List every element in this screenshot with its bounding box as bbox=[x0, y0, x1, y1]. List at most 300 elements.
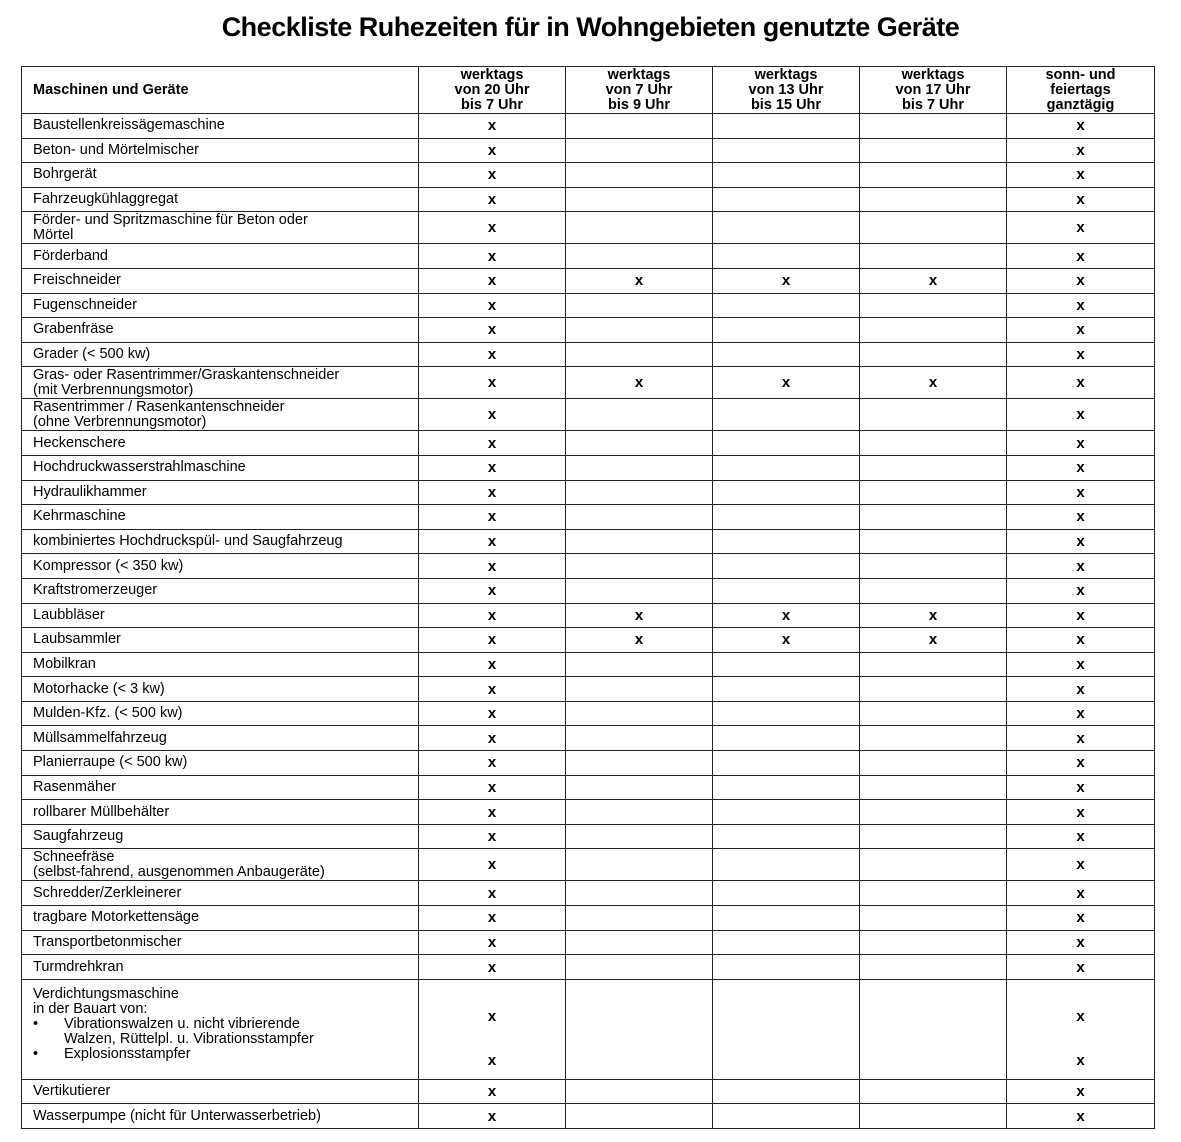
machine-name-line: Bohrgerät bbox=[33, 166, 97, 183]
mark-cell: x bbox=[1007, 800, 1155, 825]
mark-cell bbox=[566, 751, 713, 776]
machine-name-line: Wasserpumpe (nicht für Unterwasserbetrieb) bbox=[33, 1107, 321, 1124]
mark-cell bbox=[860, 930, 1007, 955]
machine-name-line: Freischneider bbox=[33, 272, 121, 289]
mark-cell bbox=[713, 881, 860, 906]
mark-cell bbox=[860, 849, 1007, 881]
mark-cell bbox=[566, 701, 713, 726]
header-line: von 7 Uhr bbox=[605, 81, 673, 98]
mark-cell bbox=[860, 979, 1007, 1079]
machine-name bbox=[22, 480, 419, 505]
mark-cell bbox=[566, 906, 713, 931]
mark-cell: x bbox=[1007, 431, 1155, 456]
mark-cell bbox=[860, 244, 1007, 269]
bullet-item bbox=[33, 1047, 418, 1062]
mark-cell: x bbox=[1007, 367, 1155, 399]
mark-x bbox=[566, 1052, 712, 1070]
machine-name bbox=[22, 342, 419, 367]
mark-cell: x bbox=[1007, 455, 1155, 480]
mark-cell bbox=[713, 726, 860, 751]
mark-cell bbox=[713, 930, 860, 955]
machine-name bbox=[22, 603, 419, 628]
mark-cell bbox=[566, 163, 713, 188]
table-row bbox=[22, 677, 1155, 702]
mark-cell: x bbox=[1007, 399, 1155, 431]
mark-cell bbox=[713, 849, 860, 881]
machine-name-line: Fugenschneider bbox=[33, 296, 137, 313]
mark-cell bbox=[713, 824, 860, 849]
machine-name bbox=[22, 726, 419, 751]
machine-name bbox=[22, 163, 419, 188]
mark-cell bbox=[713, 399, 860, 431]
mark-x: x bbox=[487, 1007, 497, 1025]
header-line: sonn- und bbox=[1045, 66, 1116, 83]
mark-cell bbox=[566, 244, 713, 269]
mark-cell bbox=[566, 318, 713, 343]
mark-cell: x bbox=[419, 824, 566, 849]
mark-cell: x bbox=[419, 529, 566, 554]
header-line: werktags bbox=[901, 66, 965, 83]
mark-cell bbox=[860, 701, 1007, 726]
machine-name-line: Verdichtungsmaschine bbox=[33, 985, 179, 1002]
mark-cell: x bbox=[713, 628, 860, 653]
mark-cell: x bbox=[419, 578, 566, 603]
mark-x: x bbox=[487, 1051, 497, 1069]
mark-cell bbox=[566, 554, 713, 579]
mark-cell: x bbox=[419, 480, 566, 505]
table-row bbox=[22, 455, 1155, 480]
mark-cell bbox=[860, 955, 1007, 980]
machine-name bbox=[22, 824, 419, 849]
machine-name-line: tragbare Motorkettensäge bbox=[33, 909, 200, 926]
table-row bbox=[22, 293, 1155, 318]
mark-cell bbox=[860, 726, 1007, 751]
mark-cell: x bbox=[1007, 930, 1155, 955]
mark-cell: x bbox=[860, 367, 1007, 399]
mark-cell bbox=[713, 244, 860, 269]
mark-cell bbox=[713, 529, 860, 554]
table-row bbox=[22, 603, 1155, 628]
machine-name bbox=[22, 114, 419, 139]
mark-cell bbox=[860, 293, 1007, 318]
mark-cell bbox=[713, 505, 860, 530]
mark-cell bbox=[860, 677, 1007, 702]
mark-cell bbox=[566, 955, 713, 980]
machine-name-line: Förder- und Spritzmaschine für Beton oder bbox=[33, 211, 308, 228]
mark-cell: x bbox=[860, 268, 1007, 293]
machine-name-line: Heckenschere bbox=[33, 434, 126, 451]
mark-cell bbox=[713, 554, 860, 579]
table-row bbox=[22, 505, 1155, 530]
mark-cell bbox=[860, 138, 1007, 163]
table-row bbox=[22, 342, 1155, 367]
machine-name bbox=[22, 293, 419, 318]
machine-name bbox=[22, 677, 419, 702]
mark-cell: x bbox=[1007, 163, 1155, 188]
mark-cell bbox=[713, 800, 860, 825]
mark-cell: x bbox=[860, 603, 1007, 628]
mark-cell bbox=[566, 114, 713, 139]
table-row bbox=[22, 930, 1155, 955]
mark-cell: x bbox=[566, 603, 713, 628]
machine-name-line: Saugfahrzeug bbox=[33, 828, 124, 845]
mark-cell: x bbox=[1007, 906, 1155, 931]
mark-cell: x bbox=[1007, 138, 1155, 163]
mark-cell: x bbox=[419, 1104, 566, 1129]
mark-cell bbox=[713, 578, 860, 603]
mark-cell bbox=[713, 906, 860, 931]
machine-name bbox=[22, 505, 419, 530]
mark-cell: x bbox=[419, 554, 566, 579]
machine-name-line: Laubbläser bbox=[33, 606, 105, 623]
table-row bbox=[22, 1079, 1155, 1104]
mark-cell bbox=[1007, 979, 1155, 1079]
machine-name-line: Rasentrimmer / Rasenkantenschneider bbox=[33, 398, 285, 415]
header-line: bis 7 Uhr bbox=[460, 96, 524, 113]
mark-cell: x bbox=[1007, 268, 1155, 293]
mark-cell bbox=[713, 955, 860, 980]
mark-cell: x bbox=[1007, 480, 1155, 505]
machine-name-line: Baustellenkreissägemaschine bbox=[33, 117, 225, 134]
mark-cell: x bbox=[1007, 342, 1155, 367]
mark-cell bbox=[713, 138, 860, 163]
mark-cell bbox=[860, 480, 1007, 505]
table-row bbox=[22, 701, 1155, 726]
table-row bbox=[22, 906, 1155, 931]
machine-name bbox=[22, 268, 419, 293]
mark-cell bbox=[860, 554, 1007, 579]
bullet-item bbox=[33, 1017, 418, 1032]
mark-cell: x bbox=[419, 187, 566, 212]
header-row bbox=[22, 67, 1155, 114]
table-row bbox=[22, 529, 1155, 554]
table-row bbox=[22, 431, 1155, 456]
mark-cell bbox=[566, 342, 713, 367]
mark-cell: x bbox=[419, 849, 566, 881]
mark-cell bbox=[566, 1079, 713, 1104]
table-row bbox=[22, 367, 1155, 399]
mark-cell bbox=[860, 652, 1007, 677]
mark-cell bbox=[566, 881, 713, 906]
machine-name bbox=[22, 244, 419, 269]
bullet-text-cont: Walzen, Rüttelpl. u. Vibrationsstampfer bbox=[64, 1030, 314, 1047]
mark-cell: x bbox=[419, 906, 566, 931]
mark-cell bbox=[566, 293, 713, 318]
mark-cell bbox=[566, 480, 713, 505]
page-title: Checkliste Ruhezeiten für in Wohngebieten genutzte Geräte bbox=[221, 12, 960, 42]
mark-cell bbox=[713, 342, 860, 367]
mark-cell bbox=[860, 399, 1007, 431]
mark-cell bbox=[566, 138, 713, 163]
table-row bbox=[22, 399, 1155, 431]
mark-cell bbox=[566, 505, 713, 530]
mark-cell: x bbox=[419, 455, 566, 480]
mark-cell: x bbox=[419, 342, 566, 367]
mark-cell: x bbox=[1007, 187, 1155, 212]
header-evening bbox=[860, 67, 1007, 114]
mark-x: x bbox=[1076, 1007, 1085, 1025]
mark-cell bbox=[566, 824, 713, 849]
mark-cell: x bbox=[566, 628, 713, 653]
machine-name bbox=[22, 979, 419, 1079]
mark-cell: x bbox=[1007, 1079, 1155, 1104]
mark-cell: x bbox=[1007, 114, 1155, 139]
header-line: bis 9 Uhr bbox=[607, 96, 671, 113]
table-row bbox=[22, 979, 1155, 1079]
mark-cell bbox=[566, 775, 713, 800]
machine-name-line: Transportbetonmischer bbox=[33, 933, 182, 950]
mark-cell: x bbox=[566, 268, 713, 293]
mark-cell: x bbox=[1007, 244, 1155, 269]
mark-cell bbox=[860, 431, 1007, 456]
mark-cell: x bbox=[419, 318, 566, 343]
mark-x bbox=[713, 1052, 859, 1070]
machine-name-line: Förderband bbox=[33, 247, 108, 264]
mark-cell bbox=[566, 979, 713, 1079]
mark-cell: x bbox=[1007, 775, 1155, 800]
mark-cell: x bbox=[713, 268, 860, 293]
machine-name bbox=[22, 849, 419, 881]
mark-cell bbox=[566, 187, 713, 212]
table-row bbox=[22, 726, 1155, 751]
mark-cell: x bbox=[419, 930, 566, 955]
machine-name bbox=[22, 529, 419, 554]
mark-cell: x bbox=[1007, 726, 1155, 751]
header-line: ganztägig bbox=[1046, 96, 1115, 113]
mark-x bbox=[860, 1008, 1006, 1026]
mark-cell: x bbox=[1007, 293, 1155, 318]
table-row bbox=[22, 800, 1155, 825]
mark-cell bbox=[860, 163, 1007, 188]
header-line: feiertags bbox=[1050, 81, 1111, 98]
machine-name-line: Gras- oder Rasentrimmer/Graskantenschneider bbox=[33, 366, 340, 383]
machine-name-line: (ohne Verbrennungsmotor) bbox=[33, 413, 207, 430]
mark-cell: x bbox=[419, 244, 566, 269]
mark-cell bbox=[860, 800, 1007, 825]
header-night bbox=[419, 67, 566, 114]
mark-cell: x bbox=[1007, 955, 1155, 980]
table-row bbox=[22, 138, 1155, 163]
mark-cell: x bbox=[1007, 212, 1155, 244]
mark-cell: x bbox=[1007, 529, 1155, 554]
mark-cell: x bbox=[1007, 318, 1155, 343]
machine-name-line: Grabenfräse bbox=[33, 321, 114, 338]
mark-cell bbox=[860, 824, 1007, 849]
mark-cell bbox=[860, 505, 1007, 530]
machine-name-line: Mulden-Kfz. (< 500 kw) bbox=[33, 705, 183, 722]
header-midday bbox=[713, 67, 860, 114]
mark-cell: x bbox=[1007, 677, 1155, 702]
mark-cell bbox=[713, 652, 860, 677]
machine-name bbox=[22, 1079, 419, 1104]
machine-name bbox=[22, 628, 419, 653]
mark-cell: x bbox=[419, 955, 566, 980]
mark-cell: x bbox=[1007, 701, 1155, 726]
mark-cell: x bbox=[1007, 1104, 1155, 1129]
mark-cell: x bbox=[419, 800, 566, 825]
machine-name bbox=[22, 431, 419, 456]
mark-cell: x bbox=[419, 138, 566, 163]
header-line: von 13 Uhr bbox=[748, 81, 824, 98]
machine-name bbox=[22, 455, 419, 480]
machine-name bbox=[22, 138, 419, 163]
machine-name-line: Kompressor (< 350 kw) bbox=[33, 557, 184, 574]
mark-cell: x bbox=[419, 212, 566, 244]
mark-cell bbox=[860, 775, 1007, 800]
mark-cell: x bbox=[1007, 751, 1155, 776]
bullet-text: Explosionsstampfer bbox=[64, 1045, 191, 1062]
mark-cell: x bbox=[419, 701, 566, 726]
mark-cell bbox=[860, 881, 1007, 906]
mark-cell bbox=[713, 1104, 860, 1129]
machine-name-line: Planierraupe (< 500 kw) bbox=[33, 754, 188, 771]
bullet-dot: • bbox=[33, 1015, 39, 1032]
mark-cell bbox=[566, 529, 713, 554]
mark-cell bbox=[860, 1079, 1007, 1104]
mark-cell: x bbox=[1007, 652, 1155, 677]
mark-cell bbox=[566, 677, 713, 702]
mark-cell: x bbox=[1007, 881, 1155, 906]
mark-cell: x bbox=[419, 603, 566, 628]
mark-cell bbox=[713, 455, 860, 480]
machine-name bbox=[22, 775, 419, 800]
mark-x bbox=[566, 1008, 712, 1026]
mark-cell bbox=[713, 114, 860, 139]
table-row bbox=[22, 268, 1155, 293]
mark-cell bbox=[860, 578, 1007, 603]
machine-name-line: Müllsammelfahrzeug bbox=[33, 729, 167, 746]
mark-cell bbox=[713, 979, 860, 1079]
table-row bbox=[22, 881, 1155, 906]
mark-cell: x bbox=[1007, 824, 1155, 849]
machine-name-line: Schredder/Zerkleinerer bbox=[33, 884, 182, 901]
mark-cell: x bbox=[1007, 603, 1155, 628]
mark-cell: x bbox=[419, 268, 566, 293]
table-row bbox=[22, 1104, 1155, 1129]
mark-cell bbox=[566, 1104, 713, 1129]
table-row bbox=[22, 652, 1155, 677]
machine-name-line: Motorhacke (< 3 kw) bbox=[33, 680, 165, 697]
header-machines: Maschinen und Geräte bbox=[22, 67, 419, 114]
bullet-text: Vibrationswalzen u. nicht vibrierende bbox=[64, 1015, 300, 1032]
machine-name bbox=[22, 399, 419, 431]
machine-name-line: in der Bauart von: bbox=[33, 1000, 148, 1017]
mark-cell bbox=[566, 930, 713, 955]
mark-cell bbox=[566, 652, 713, 677]
machine-name-line: Schneefräse bbox=[33, 848, 115, 865]
mark-cell bbox=[713, 163, 860, 188]
table-row bbox=[22, 318, 1155, 343]
table-row bbox=[22, 187, 1155, 212]
mark-x bbox=[860, 1052, 1006, 1070]
mark-cell: x bbox=[419, 652, 566, 677]
machine-name bbox=[22, 955, 419, 980]
machine-name bbox=[22, 906, 419, 931]
machine-name bbox=[22, 800, 419, 825]
mark-cell bbox=[860, 529, 1007, 554]
mark-cell bbox=[713, 751, 860, 776]
mark-cell bbox=[713, 318, 860, 343]
mark-cell bbox=[713, 1079, 860, 1104]
mark-cell bbox=[713, 431, 860, 456]
mark-cell: x bbox=[419, 751, 566, 776]
mark-cell: x bbox=[713, 603, 860, 628]
mark-cell: x bbox=[860, 628, 1007, 653]
bullet-dot: • bbox=[33, 1045, 39, 1062]
table-row bbox=[22, 849, 1155, 881]
mark-cell bbox=[860, 751, 1007, 776]
mark-cell: x bbox=[419, 293, 566, 318]
mark-cell bbox=[566, 800, 713, 825]
machine-name-line: Kraftstromerzeuger bbox=[33, 582, 158, 599]
table-row bbox=[22, 163, 1155, 188]
machine-name bbox=[22, 318, 419, 343]
mark-cell bbox=[566, 455, 713, 480]
machine-name-line: Mobilkran bbox=[33, 655, 96, 672]
mark-cell: x bbox=[419, 431, 566, 456]
mark-x bbox=[713, 1008, 859, 1026]
mark-cell bbox=[566, 431, 713, 456]
mark-cell bbox=[713, 480, 860, 505]
mark-cell bbox=[566, 726, 713, 751]
machine-name-line: Mörtel bbox=[33, 226, 74, 243]
header-line: werktags bbox=[754, 66, 818, 83]
table-row bbox=[22, 212, 1155, 244]
mark-cell bbox=[860, 318, 1007, 343]
mark-cell: x bbox=[419, 505, 566, 530]
header-line: von 17 Uhr bbox=[895, 81, 971, 98]
mark-cell bbox=[713, 187, 860, 212]
machine-name bbox=[22, 1104, 419, 1129]
header-line: bis 15 Uhr bbox=[750, 96, 822, 113]
mark-cell bbox=[419, 979, 566, 1079]
table-row bbox=[22, 480, 1155, 505]
mark-cell bbox=[566, 849, 713, 881]
mark-cell bbox=[860, 187, 1007, 212]
table-row bbox=[22, 578, 1155, 603]
mark-cell bbox=[566, 212, 713, 244]
mark-cell bbox=[566, 399, 713, 431]
machine-name-line: rollbarer Müllbehälter bbox=[33, 803, 170, 820]
header-morning bbox=[566, 67, 713, 114]
machine-name-line: Hydraulikhammer bbox=[33, 483, 147, 500]
mark-cell: x bbox=[419, 677, 566, 702]
table-row bbox=[22, 114, 1155, 139]
mark-cell: x bbox=[419, 163, 566, 188]
header-line: bis 7 Uhr bbox=[901, 96, 965, 113]
machine-name-line: Rasenmäher bbox=[33, 778, 117, 795]
mark-cell: x bbox=[419, 628, 566, 653]
machine-name-line: Vertikutierer bbox=[33, 1083, 111, 1100]
mark-cell bbox=[860, 212, 1007, 244]
header-line: von 20 Uhr bbox=[454, 81, 530, 98]
mark-cell: x bbox=[566, 367, 713, 399]
mark-cell: x bbox=[1007, 505, 1155, 530]
machine-name bbox=[22, 554, 419, 579]
mark-cell: x bbox=[1007, 554, 1155, 579]
mark-cell bbox=[713, 677, 860, 702]
machine-name bbox=[22, 652, 419, 677]
mark-cell bbox=[860, 342, 1007, 367]
mark-cell bbox=[566, 578, 713, 603]
header-line: werktags bbox=[460, 66, 524, 83]
mark-cell: x bbox=[419, 114, 566, 139]
mark-cell bbox=[860, 1104, 1007, 1129]
mark-cell: x bbox=[419, 775, 566, 800]
mark-cell bbox=[713, 701, 860, 726]
machine-name-line: Kehrmaschine bbox=[33, 508, 126, 525]
machine-name-line: (mit Verbrennungsmotor) bbox=[33, 381, 194, 398]
